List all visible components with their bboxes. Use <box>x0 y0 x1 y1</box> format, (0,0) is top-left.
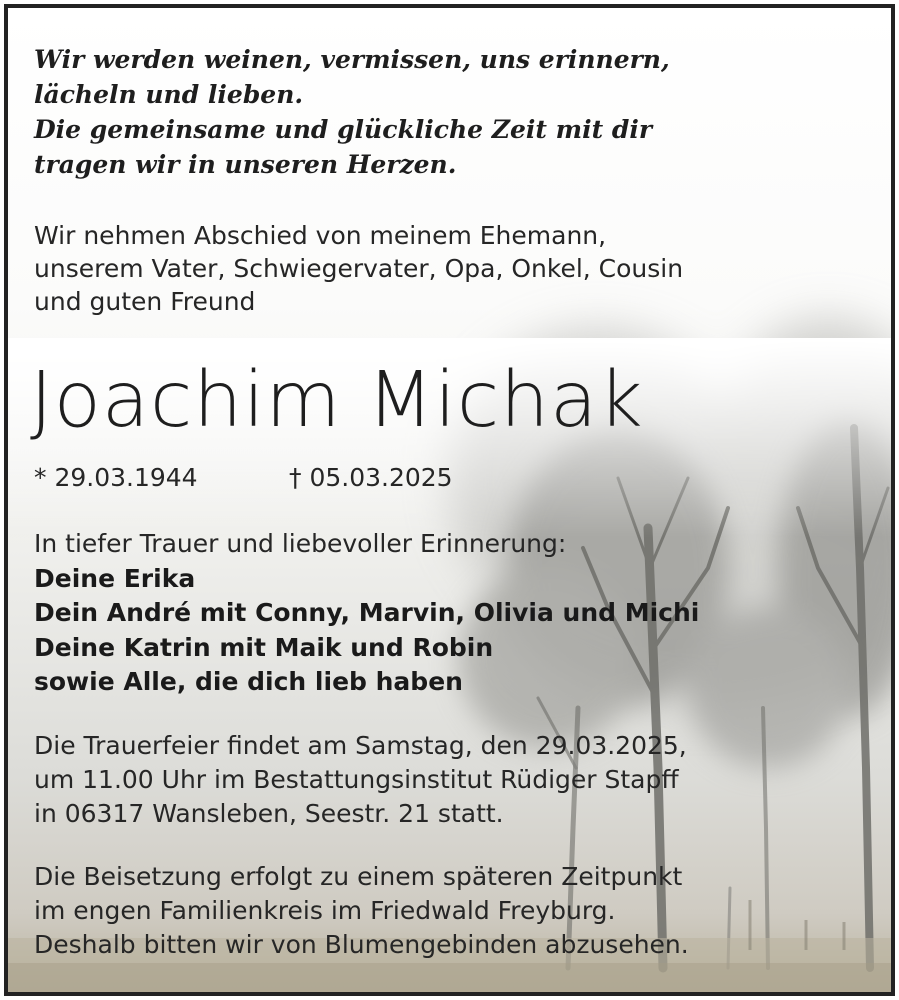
intro-line: und guten Freund <box>34 287 256 316</box>
verse-line: Wir werden weinen, vermissen, uns erinnern, <box>34 45 670 74</box>
burial-line: im engen Familienkreis im Friedwald Freyburg. <box>34 896 616 925</box>
deceased-name: Joachim Michak <box>30 356 644 445</box>
service-line: um 11.00 Uhr im Bestattungsinstitut Rüdiger Stapff <box>34 765 679 794</box>
death-date: † 05.03.2025 <box>289 463 453 492</box>
birth-date: * 29.03.1944 <box>34 463 198 492</box>
mourner-line: sowie Alle, die dich lieb haben <box>34 667 463 696</box>
service-line: in 06317 Wansleben, Seestr. 21 statt. <box>34 799 504 828</box>
verse-line: lächeln und lieben. <box>34 80 304 109</box>
notice-text <box>8 8 891 992</box>
burial-line: Deshalb bitten wir von Blumengebinden abzusehen. <box>34 930 689 959</box>
life-dates <box>34 460 453 496</box>
mourners-block <box>34 527 699 700</box>
intro-line: Wir nehmen Abschied von meinem Ehemann, <box>34 221 607 250</box>
mourner-line: Dein André mit Conny, Marvin, Olivia und Michi <box>34 598 700 627</box>
burial-line: Die Beisetzung erfolgt zu einem späteren Zeitpunkt <box>34 862 683 891</box>
verse-line: tragen wir in unseren Herzen. <box>34 150 457 179</box>
mourners-lead: In tiefer Trauer und liebevoller Erinnerung: <box>34 529 567 558</box>
intro-line: unserem Vater, Schwiegervater, Opa, Onkel, Cousin <box>34 254 684 283</box>
farewell-intro <box>34 219 683 318</box>
verse-line: Die gemeinsame und glückliche Zeit mit dir <box>34 115 653 144</box>
burial-info <box>34 860 689 962</box>
service-line: Die Trauerfeier findet am Samstag, den 29.03.2025, <box>34 731 687 760</box>
mourner-line: Deine Erika <box>34 563 196 593</box>
obituary-notice <box>4 4 895 996</box>
memorial-verse <box>34 42 670 182</box>
funeral-service-info <box>34 729 687 831</box>
mourner-line: Deine Katrin mit Maik und Robin <box>34 632 494 662</box>
